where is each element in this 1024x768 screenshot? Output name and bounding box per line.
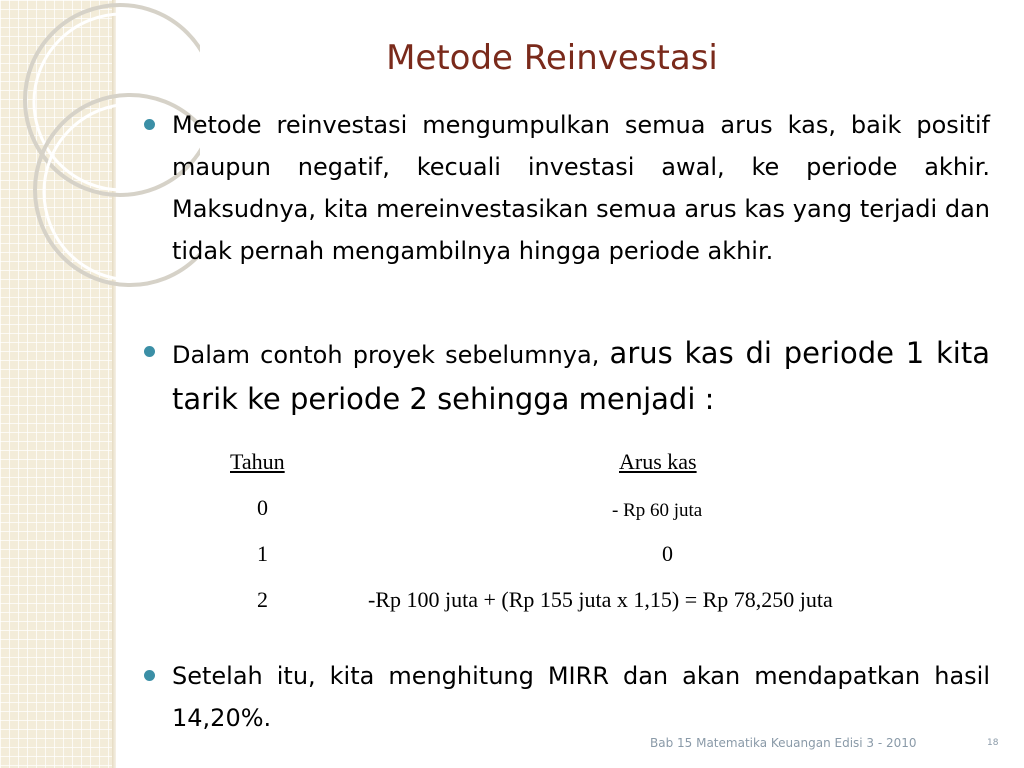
bullet-example: [172, 331, 990, 423]
page-number: 18: [987, 738, 999, 748]
table-cell-cash-flow: - Rp 60 juta: [612, 500, 703, 521]
column-header-cash-flow: Arus kas: [619, 449, 697, 474]
bullet-text-intro: Dalam contoh proyek sebelumnya,: [172, 341, 600, 369]
bullet-text-emphasis: arus kas di periode 1 kita tarik ke periode 2 sehingga menjadi :: [172, 336, 990, 416]
bullet-dot-icon: [144, 670, 155, 681]
table-cell-year: 0: [257, 495, 268, 520]
bullet-mirr-result: [172, 655, 990, 739]
slide-title: [0, 38, 1024, 78]
table-cell-cash-flow: 0: [662, 541, 673, 566]
table-cell-year: 1: [257, 541, 268, 566]
table-cell-year: 2: [257, 587, 268, 612]
bullet-text: Metode reinvestasi mengumpulkan semua arus kas, baik positif maupun negatif, kecuali investasi awal, ke periode akhir. Maksudnya, kita mereinvestasikan semua arus kas yang terjadi dan tidak pernah mengambilnya hingga periode akhir.: [172, 111, 990, 265]
table-cell-cash-flow: -Rp 100 juta + (Rp 155 juta x 1,15) = Rp 78,250 juta: [368, 587, 833, 612]
bullet-text: Setelah itu, kita menghitung MIRR dan akan mendapatkan hasil 14,20%.: [172, 662, 990, 732]
bullet-reinvestment-definition: [172, 104, 990, 272]
column-header-year: Tahun: [230, 449, 285, 474]
title-text: Metode Reinvestasi: [386, 38, 718, 78]
bullet-dot-icon: [144, 346, 155, 357]
bullet-dot-icon: [144, 119, 155, 130]
slide-footer: Bab 15 Matematika Keuangan Edisi 3 - 2010: [650, 736, 917, 750]
